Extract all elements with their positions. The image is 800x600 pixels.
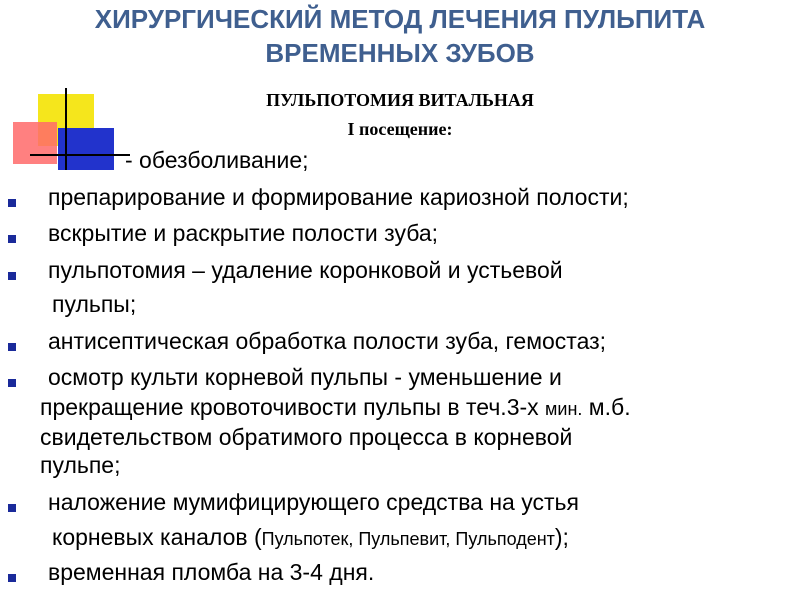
bullet-marker: [8, 235, 16, 243]
step-anesthesia: - обезболивание;: [125, 147, 309, 173]
step-antiseptic: антисептическая обработка полости зуба, гемостаз;: [48, 328, 607, 354]
step-inspection-line-4: пульпе;: [40, 452, 121, 478]
page-title: [0, 2, 800, 70]
bullet-marker: [8, 272, 16, 280]
bullet-marker: [8, 504, 16, 512]
bullet-marker: [8, 574, 16, 582]
bullet-marker: [8, 343, 16, 351]
visit-subtitle: I посещение:: [347, 119, 453, 139]
step-inspection-line-2: прекращение кровоточивости пульпы в теч.3-х мин. м.б.: [40, 394, 631, 420]
title-line-1: ХИРУРГИЧЕСКИЙ МЕТОД ЛЕЧЕНИЯ ПУЛЬПИТА: [94, 4, 706, 34]
bullet-marker: [8, 199, 16, 207]
step-inspection-line-3: свидетельством обратимого процесса в корневой: [40, 424, 573, 450]
step-pulpotomy-line-1: пульпотомия – удаление коронковой и устьевой: [48, 257, 563, 283]
step-mummify-line-1: наложение мумифицирующего средства на устья: [48, 489, 579, 515]
step-pulpotomy-line-2: пульпы;: [52, 291, 137, 317]
step-preparation: препарирование и формирование кариозной полости;: [48, 184, 629, 210]
bullet-marker: [8, 379, 16, 387]
method-subtitle: ПУЛЬПОТОМИЯ ВИТАЛЬНАЯ: [266, 90, 534, 110]
step-filling: временная пломба на 3-4 дня.: [48, 559, 375, 585]
step-opening: вскрытие и раскрытие полости зуба;: [48, 220, 439, 246]
step-inspection-line-1: осмотр культи корневой пульпы - уменьшение и: [48, 364, 562, 390]
title-line-2: ВРЕМЕННЫХ ЗУБОВ: [265, 38, 535, 68]
step-mummify-line-2: корневых каналов (Пульпотек, Пульпевит, Пульподент);: [52, 524, 569, 550]
